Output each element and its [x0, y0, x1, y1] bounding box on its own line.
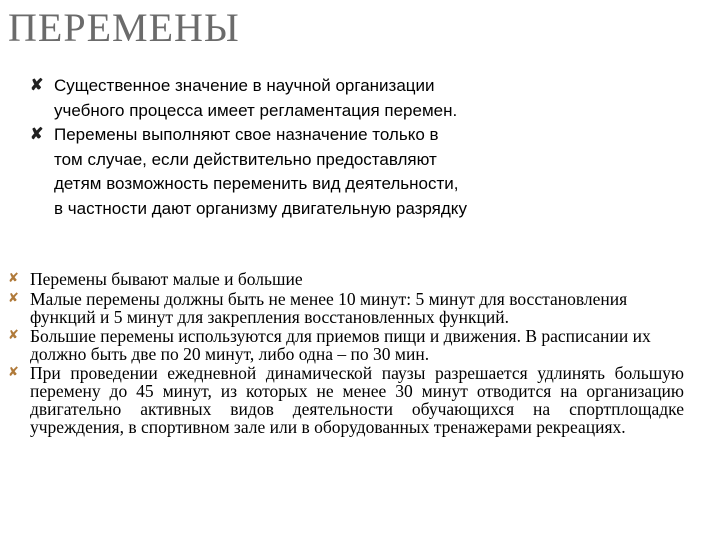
main-bullet-list [8, 270, 684, 437]
list-item-text: Перемены бывают малые и большие [30, 269, 303, 289]
ballot-x-icon: ✘ [8, 291, 19, 306]
ballot-x-icon: ✘ [8, 271, 19, 286]
list-item [8, 327, 684, 363]
list-item-text: При проведении ежедневной динамической паузы разрешается удлинять большую перемену до 45 минут, из которых не менее 30 минут отводится на организацию двигательно активных видов деятельности обучающихся на спортплощадке учреждения, в спортивном зале или в оборудованных тренажерами рекреациях. [30, 363, 684, 437]
list-item [30, 123, 470, 221]
list-item-text: Малые перемены должны быть не менее 10 минут: 5 минут для восстановления функций и 5 минут для закрепления восстановленных функций. [30, 289, 628, 327]
list-item [8, 290, 684, 326]
list-item-text: Большие перемены используются для приемов пищи и движения. В расписании их должно быть две по 20 минут, либо одна – по 30 мин. [30, 326, 651, 364]
slide-title: ПЕРЕМЕНЫ [8, 5, 240, 50]
list-item-text: Существенное значение в научной организации учебного процесса имеет регламентация перемен. [54, 76, 458, 120]
list-item [8, 364, 684, 436]
top-bullet-list [30, 74, 470, 222]
list-item-text: Перемены выполняют свое назначение только в том случае, если действительно предоставляют детям возможность переменить вид деятельности, в частности дают организму двигательную разрядку [54, 125, 467, 218]
list-item [30, 74, 470, 123]
ballot-x-icon: ✘ [8, 328, 19, 343]
ballot-x-icon: ✘ [8, 365, 19, 380]
list-item [8, 270, 684, 288]
heavy-ballot-x-icon: ✘ [30, 77, 44, 94]
heavy-ballot-x-icon: ✘ [30, 126, 44, 144]
